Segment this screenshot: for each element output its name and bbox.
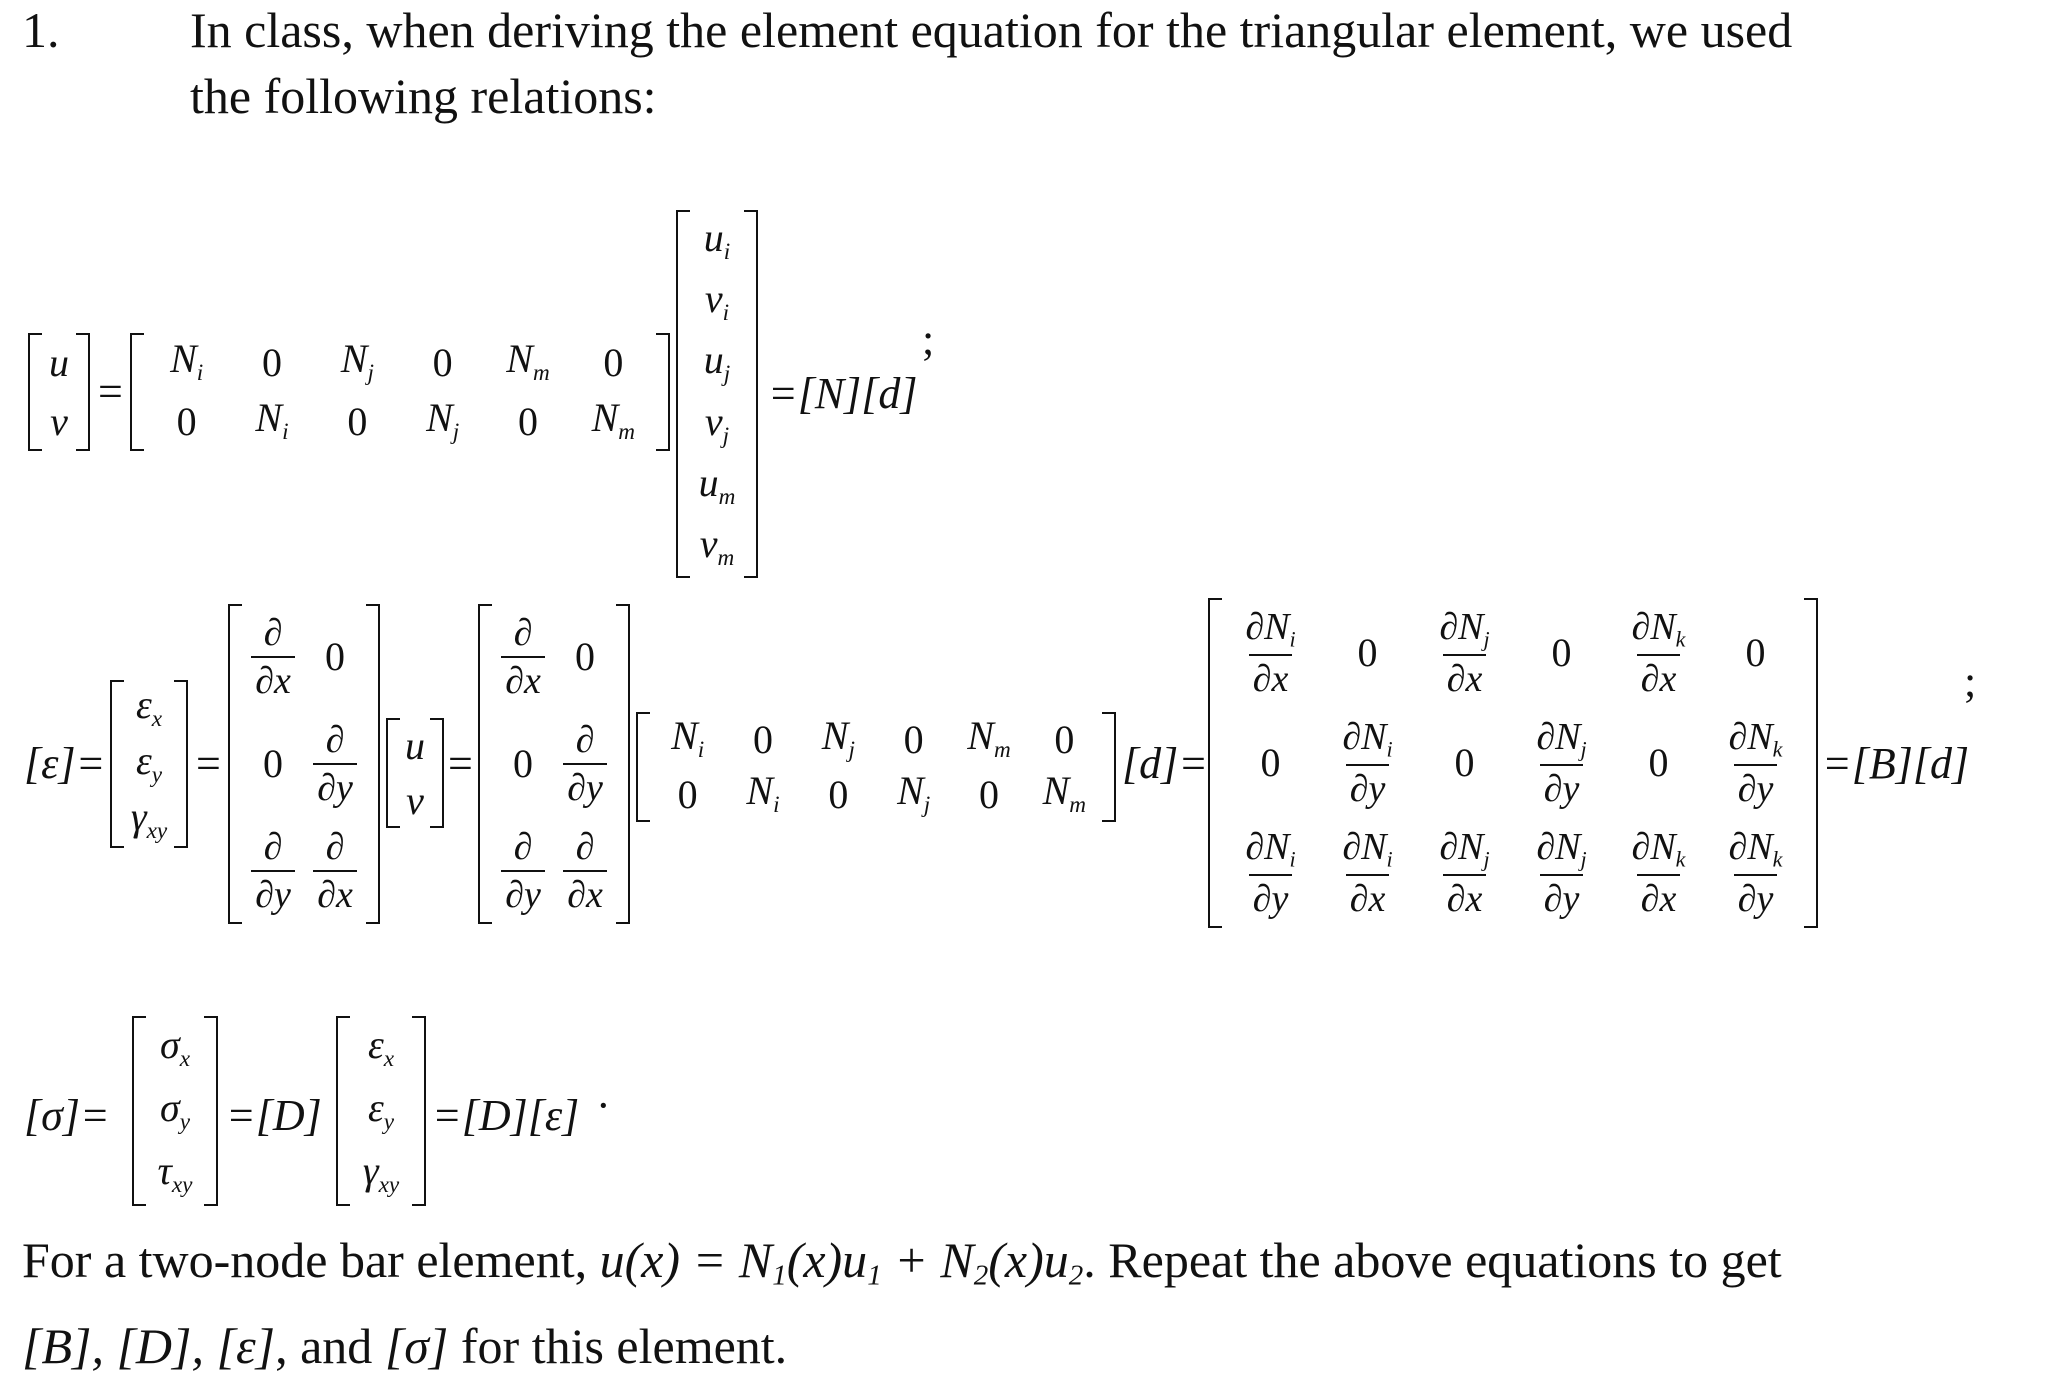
partial-fraction: $\frac{\partial}{\partial x}$	[563, 828, 607, 914]
matrix-entry: 0	[903, 716, 924, 762]
task-text: , and	[275, 1318, 373, 1374]
matrix-entry: 0	[1260, 740, 1281, 785]
matrix-entry: $N_i$	[170, 336, 204, 387]
vector-entry: v	[50, 398, 68, 444]
matrix-entry: 0	[575, 634, 595, 680]
partial-fraction: $\frac{\partial N_i}{\partial y}$	[1245, 825, 1296, 921]
partial-fraction: $\frac{\partial}{\partial y}$	[563, 721, 607, 807]
matrix-entry: 0	[261, 339, 282, 385]
shape-function-matrix	[636, 712, 1116, 822]
vector-entry: $\gamma_{xy}$	[362, 1148, 400, 1199]
matrix-entry: $N_j$	[426, 395, 460, 446]
matrix-entry: 0	[1551, 630, 1572, 675]
vector-entry: $\sigma_x$	[159, 1021, 191, 1072]
displacement-vector	[386, 718, 444, 828]
stress-symbol: [σ]	[384, 1318, 449, 1374]
partial-fraction: $\frac{\partial N_j}{\partial x}$	[1439, 825, 1490, 921]
matrix-entry: 0	[1648, 740, 1669, 785]
problem-intro-line2: the following relations:	[190, 68, 657, 124]
vector-entry: $\tau_{xy}$	[157, 1148, 193, 1199]
equals-sign: =	[98, 367, 123, 416]
stress-lhs: [σ]=	[24, 1091, 110, 1140]
vector-entry: $v_m$	[699, 521, 735, 572]
matrix-entry: $N_m$	[1042, 768, 1087, 819]
vector-entry: $\varepsilon_y$	[367, 1084, 395, 1135]
vector-entry: $u_i$	[703, 214, 731, 265]
matrix-entry: $N_j$	[340, 336, 374, 387]
vector-entry: v	[406, 777, 424, 823]
matrix-entry: $N_j$	[897, 768, 931, 819]
matrix-entry: 0	[517, 398, 538, 444]
matrix-entry: $N_m$	[967, 713, 1011, 764]
matrix-entry: $N_i$	[746, 768, 780, 819]
bar-displacement-formula: u(x) = N1(x)u1 + N2(x)u2	[599, 1232, 1084, 1292]
partial-fraction: $\frac{\partial N_i}{\partial x}$	[1342, 825, 1393, 921]
matrix-entry: 0	[1357, 630, 1378, 675]
strain-displacement-matrix	[1208, 598, 1818, 928]
matrix-entry: 0	[176, 398, 197, 444]
partial-fraction: $\frac{\partial}{\partial y}$	[251, 828, 295, 914]
task-text: For a two-node bar element,	[22, 1232, 588, 1288]
vector-entry: $\varepsilon_y$	[135, 737, 163, 788]
equation-terminator: ;	[922, 315, 935, 364]
matrix-entry: 0	[263, 740, 283, 786]
partial-fraction: $\frac{\partial N_i}{\partial y}$	[1342, 715, 1393, 811]
vector-entry: $u_m$	[698, 459, 736, 510]
matrix-entry: 0	[325, 634, 345, 680]
vector-entry: u	[405, 722, 425, 768]
partial-fraction: $\frac{\partial}{\partial x}$	[313, 828, 357, 914]
matrix-entry: 0	[1054, 716, 1075, 762]
partial-fraction: $\frac{\partial}{\partial y}$	[313, 721, 357, 807]
matrix-entry: 0	[432, 339, 453, 385]
equation-rhs: =[B][d]	[1822, 739, 1970, 788]
strain-vector	[336, 1016, 426, 1206]
matrix-entry: 0	[1745, 630, 1766, 675]
matrix-entry: 0	[513, 740, 533, 786]
displacement-vector	[28, 333, 90, 451]
vector-entry: $\sigma_y$	[159, 1084, 191, 1135]
strain-lhs: [ε]=	[24, 739, 106, 788]
partial-fraction: $\frac{\partial N_k}{\partial y}$	[1728, 715, 1783, 811]
stress-vector	[132, 1016, 218, 1206]
partial-fraction: $\frac{\partial N_j}{\partial y}$	[1536, 825, 1587, 921]
d-matrix-factor: =[D]	[226, 1091, 322, 1140]
vector-entry: $\varepsilon_x$	[135, 681, 163, 732]
matrix-entry: 0	[828, 771, 849, 817]
task-line1	[22, 1230, 1782, 1305]
matrix-entry: $N_i$	[671, 713, 705, 764]
equation-terminator: ;	[1964, 657, 1977, 706]
vector-entry: $\gamma_{xy}$	[130, 793, 168, 844]
matrix-entry: 0	[603, 339, 624, 385]
matrix-entry: $N_j$	[821, 713, 855, 764]
vector-entry: u	[49, 339, 69, 385]
vector-entry: $u_j$	[703, 337, 731, 388]
matrix-entry: 0	[752, 716, 773, 762]
partial-fraction: $\frac{\partial N_k}{\partial y}$	[1728, 825, 1783, 921]
differential-operator-matrix	[478, 604, 630, 924]
equation-rhs: =[D][ε]	[432, 1091, 580, 1140]
task-text: for this element.	[460, 1318, 788, 1374]
partial-fraction: $\frac{\partial N_k}{\partial x}$	[1631, 605, 1686, 701]
partial-fraction: $\frac{\partial N_j}{\partial x}$	[1439, 605, 1490, 701]
matrix-entry: 0	[978, 771, 999, 817]
partial-fraction: $\frac{\partial}{\partial x}$	[501, 614, 545, 700]
equation-terminator: ·	[596, 1081, 611, 1130]
matrix-entry: $N_m$	[591, 395, 636, 446]
vector-entry: $v_i$	[704, 275, 730, 326]
task-line2	[22, 1316, 787, 1376]
vector-entry: $v_j$	[704, 398, 730, 449]
problem-intro-line1: In class, when deriving the element equation for the triangular element, we used	[190, 2, 1793, 58]
shape-function-matrix	[130, 333, 670, 451]
differential-operator-matrix	[228, 604, 380, 924]
matrix-entry: 0	[347, 398, 368, 444]
partial-fraction: $\frac{\partial N_j}{\partial y}$	[1536, 715, 1587, 811]
partial-fraction: $\frac{\partial}{\partial x}$	[251, 614, 295, 700]
equals-sign: =	[448, 739, 473, 788]
vector-entry: $\varepsilon_x$	[367, 1021, 395, 1072]
problem-number: 1.	[22, 2, 60, 58]
b-matrix-symbol: [B], [D], [ε]	[22, 1318, 276, 1374]
partial-fraction: $\frac{\partial N_i}{\partial x}$	[1245, 605, 1296, 701]
matrix-entry: $N_m$	[506, 336, 550, 387]
task-text: . Repeat the above equations to get	[1083, 1232, 1782, 1288]
matrix-entry: 0	[677, 771, 698, 817]
equation-rhs: =[N][d]	[768, 369, 918, 418]
matrix-entry: $N_i$	[255, 395, 289, 446]
partial-fraction: $\frac{\partial N_k}{\partial x}$	[1631, 825, 1686, 921]
partial-fraction: $\frac{\partial}{\partial y}$	[501, 828, 545, 914]
equals-sign: =	[196, 739, 221, 788]
strain-vector	[110, 680, 188, 848]
d-vector: [d]=	[1122, 739, 1208, 788]
matrix-entry: 0	[1454, 740, 1475, 785]
nodal-displacement-vector	[676, 210, 758, 578]
